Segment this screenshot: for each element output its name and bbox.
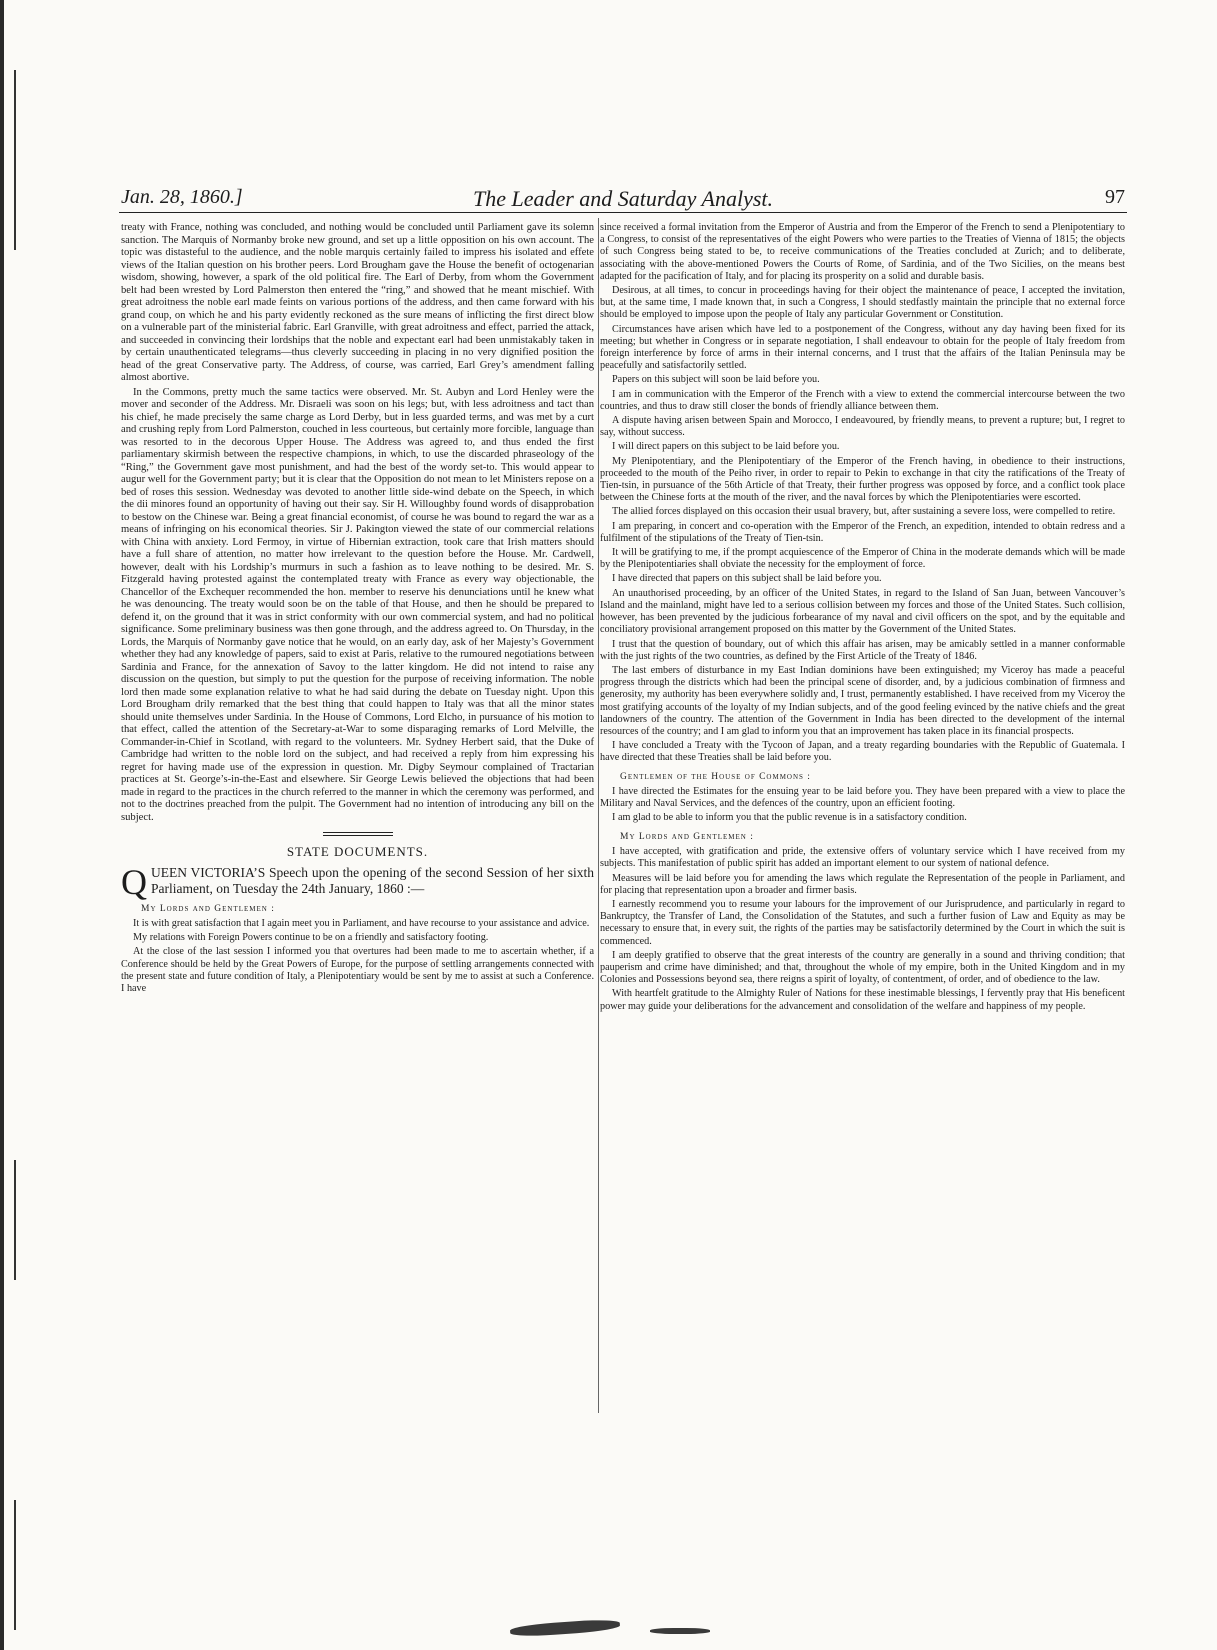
speech-paragraph: I trust that the question of boundary, out of which this affair has arisen, may be amicably settled in a manner conformable with the just rights of the two countries, as defined by the First Article of the Treaty of 1846. — [600, 638, 1125, 662]
speech-paragraph: I have accepted, with gratification and pride, the extensive offers of voluntary service which I have received from my subjects. This manifestation of public spirit has added an important element to our system of national defence. — [600, 846, 1125, 870]
speech-paragraph: I have directed the Estimates for the ensuing year to be laid before you. They have been prepared with a view to place the Military and Naval Services, and the defences of the country, upon an efficient footing. — [600, 786, 1125, 810]
article-paragraph: In the Commons, pretty much the same tactics were observed. Mr. St. Aubyn and Lord Henley were the mover and seconder of the Address. Mr. Disraeli was soon on his legs; but, with less adroitness and tact than his chief, he made precisely the same charge as Lord Derby, but in less guarded terms, and was met by a curt and crushing reply from Lord Palmerston, couched in less courteous, but certainly more forcible, language than was resorted to in the decorous Upper House. The Address was agreed to, and thus ended the first parliamentary skirmish between the respective champions, in which, to use the discarded phraseology of the “Ring,” the Government gave most punishment, and had the best of the wordy set-to. This would appear to augur well for the Government party; but it is clear that the Opposition do not mean to let Ministers repose on a bed of roses this session. Wednesday was devoted to another little side-wind debate on the Speech, in which the dii minores found an opportunity of having out their say. Sir H. Willoughby found words of disapprobation to bestow on the Chinese war. Being a great financial economist, of course he was bound to regard the war as a means of infringing on his economical theories. Sir J. Pakington viewed the state of our commercial relations with China with anxiety. Lord Fermoy, in virtue of Hibernian extraction, took care that Irish matters should have a full share of attention, no matter how irrelevant to the question before the House. Mr. Cardwell, however, dealt with his Lordship’s murmurs in such a fashion as to leave nothing to be desired. Mr. S. Fitzgerald having protested against the contemplated treaty with France as every way objectionable, the Chancellor of the Exchequer recommended the hon. member to reserve his denunciations until he knew what he was denouncing. The treaty would soon be on the table of that House, and then he should be prepared to defend it, on the ground that it was in strict conformity with our own commercial system, and had no political significance. Some preliminary business was then gone through, and the address agreed to. On Thursday, in the Lords, the Marquis of Normanby gave notice that he would, on an early day, ask of her Majesty’s Government whether they had any knowledge of papers, said to exist at Paris, relative to the rumoured negotiations between Sardinia and France, for the annexation of Savoy to the latter kingdom. He did not intend to raise any discussion on the question, but simply to put the question for the purpose of receiving information. The noble lord then made some explanation relative to what he had said during the debate on Tuesday night. Upon this Lord Brougham drily remarked that the best thing that could happen to Italy was that all the minor states should unite themselves under Sardinia. In the House of Commons, Lord Elcho, in pursuance of his motion to that effect, called the attention of the Secretary-at-War to some disparaging remarks of Lord Melville, the Commander-in-Chief in Scotland, with regard to the volunteers. Mr. Sydney Herbert said, that the Duke of Cambridge had written to the noble lord on the subject, and had received a reply from him expressing his regret for having made use of the expression in question. Mr. Digby Seymour complained of Tractarian practices at St. George’s-in-the-East and elsewhere. Sir George Lewis believed the objections that had been made in regard to the practices in the church referred to the manner in which the ceremony was performed, and not to the doctrines preached from the pulpit. The Government had no intention of introducing any bill on the subject. — [121, 386, 594, 823]
speech-paragraph: Papers on this subject will soon be laid before you. — [612, 374, 820, 386]
speech-paragraph: The allied forces displayed on this occasion their usual bravery, but, after sustaining a severe loss, were compelled to retire. — [612, 506, 1116, 518]
scan-edge-shadow — [0, 0, 4, 1650]
speech-paragraph: I will direct papers on this subject to be laid before you. — [612, 441, 840, 453]
section-title: STATE DOCUMENTS. — [286, 844, 429, 859]
speech-paragraph: Desirous, at all times, to concur in proceedings having for their object the maintenance of peace, I accepted the invitation, but, at the same time, I made known that, in such a Congress, I should stedfastly maintain the principle that no external force should be employed to impose upon the people of Italy any particular Government or Constitution. — [600, 285, 1125, 321]
column-divider — [598, 218, 599, 1413]
speech-paragraph: since received a formal invitation from the Emperor of Austria and from the Emperor of the French to send a Plenipotentiary to a Congress, to consist of the representatives of the eight Powers who were parties to the Treaties of Vienna of 1815; the objects of such Congress being stated to be, to receive communications of the Treaties concluded at Zurich; and to deliberate, associating with the above-mentioned Powers the Courts of Rome, of Sardinia, and of the Two Sicilies, on the means best adapted for the pacification of Italy, and for placing its prosperity on a solid and durable basis. — [600, 222, 1125, 282]
right-column — [600, 222, 1125, 1015]
drop-cap: Q — [121, 861, 147, 902]
speech-paragraph: It is with great satisfaction that I again meet you in Parliament, and have recourse to your assistance and advice. — [133, 918, 590, 929]
page-number: 97 — [1105, 186, 1125, 208]
speech-body — [121, 918, 594, 995]
speech-address-lords: My Lords and Gentlemen : — [620, 831, 754, 842]
speech-paragraph: An unauthorised proceeding, by an officer of the United States, in regard to the Island of San Juan, between Vancouver’s Island and the mainland, might have led to a serious collision between my forces and those of the United States. Such collision, however, has been prevented by the judicious forbearance of my naval and civil officers on the spot, and by the equitable and conciliatory provisional arrangement proposed on this matter by the Government of the United States. — [600, 587, 1125, 636]
scan-smudge — [510, 1618, 621, 1638]
speech-paragraph: My relations with Foreign Powers continue to be on a friendly and satisfactory footing. — [133, 932, 489, 944]
header-date: Jan. 28, 1860.] — [121, 186, 243, 208]
speech-address: My Lords and Gentlemen : — [141, 903, 275, 914]
header-rule — [119, 212, 1127, 213]
speech-paragraph: I earnestly recommend you to resume your labours for the improvement of our Jurisprudence, and particularly in regard to Bankruptcy, the Transfer of Land, the Consolidation of the Statutes, and such a further fusion of Law and Equity as may be necessary to ensure that, in every suit, the rights of the parties may be satisfactorily determined by the Court in which the suit is commenced. — [600, 898, 1125, 947]
speech-paragraph: I am glad to be able to inform you that the public revenue is in a satisfactory condition. — [612, 812, 967, 824]
scan-smudge — [650, 1628, 710, 1634]
speech-paragraph: Measures will be laid before you for amending the laws which regulate the Representation of the people in Parliament, and for placing that representation upon a broader and firmer basis. — [600, 872, 1125, 896]
speech-paragraph: It will be gratifying to me, if the prompt acquiescence of the Emperor of China in the moderate demands which will be made by the Plenipotentiaries shall obviate the necessity for the employment of force. — [600, 547, 1125, 571]
speech-lead-text: UEEN VICTORIA’S Speech upon the opening of the second Session of her sixth Parliament, on Tuesday the 24th January, 1860 :— — [151, 864, 594, 896]
speech-address-commons: Gentlemen of the House of Commons : — [620, 771, 811, 782]
speech-paragraph: At the close of the last session I informed you that overtures had been made to me to ascertain whether, if a Conference should be held by the Great Powers of Europe, for the purpose of settling arrangements connected with the present state and future condition of Italy, a Plenipotentiary would be sent by me to assist at such a Conference. I have — [121, 946, 594, 995]
speech-paragraph: I am in communication with the Emperor of the French with a view to extend the commercial intercourse between the two countries, and thus to draw still closer the bonds of friendly alliance between them. — [600, 388, 1125, 412]
speech-paragraph: I have concluded a Treaty with the Tycoon of Japan, and a treaty regarding boundaries with the Republic of Guatemala. I have directed that these Treaties shall be laid before you. — [600, 740, 1125, 764]
speech-paragraph: I have directed that papers on this subject shall be laid before you. — [612, 573, 882, 585]
article-paragraph: treaty with France, nothing was concluded, and nothing would be concluded until Parliament gave its solemn sanction. The Marquis of Normanby broke new ground, and set up a little opposition on his own account. The topic was distasteful to the audience, and the noble marquis certainly failed to impress his isolated and effete views of the Italian question on his brother peers. Lord Brougham gave the House the benefit of octogenarian wisdom, showing, however, a spark of the old political fire. The Earl of Derby, from whom the Government belt had been wrested by Lord Palmerston then entered the “ring,” and showed that he meant mischief. With great adroitness the noble earl made feints on various portions of the address, and then came forward with his grand coup, on which he and his party evidently reckoned as the sure means of inflicting the first direct blow on a vulnerable part of the ministerial fabric. Earl Granville, with great adroitness and effect, parried the attack, and succeeded in convincing their lordships that the noble and expectant earl had been unmistakably taken in by certain unauthenticated telegrams—thus cleverly succeeding in placing in no very dignified position the head of the great Conservative party. The Address, of course, was carried, Earl Grey’s amendment falling almost abortive. — [121, 222, 594, 383]
page-header — [121, 186, 1125, 212]
speech-paragraph: I am preparing, in concert and co-operation with the Emperor of the French, an expedition, intended to obtain redress and a fulfilment of the stipulations of the Treaty of Tien-tsin. — [600, 520, 1125, 544]
left-column — [121, 222, 594, 997]
scan-edge-mark — [14, 1500, 16, 1630]
scan-edge-mark — [14, 1160, 16, 1280]
speech-paragraph: The last embers of disturbance in my East Indian dominions have been extinguished; my Viceroy has made a peaceful progress through the districts which had been the principal scene of disorder, and, by a judicious combination of firmness and generosity, my authority has been everywhere solidly and, I trust, permanently established. I have received from my Viceroy the most gratifying accounts of the loyalty of my Indian subjects, and of the good feeling evinced by the native chiefs and the great landowners of the country. The attention of the Government in India has been directed to the development of the internal resources of the country; and I am glad to inform you that an improvement has taken place in its financial prospects. — [600, 664, 1125, 737]
speech-paragraph: A dispute having arisen between Spain and Morocco, I endeavoured, by friendly means, to prevent a rupture; but, I regret to say, without success. — [600, 415, 1125, 439]
speech-lead — [121, 861, 594, 902]
section-divider — [323, 832, 393, 836]
speech-paragraph: I am deeply gratified to observe that the great interests of the country are generally in a sound and thriving condition; that pauperism and crime have diminished; and that, throughout the whole of my empire, both in the United Kingdom and in my Colonies and Possessions beyond sea, there reigns a spirit of loyalty, of contentment, of order, and of obedience to the law. — [600, 949, 1125, 986]
speech-paragraph: Circumstances have arisen which have led to a postponement of the Congress, without any day having been fixed for its meeting; but whether in Congress or in separate negotiation, I shall endeavour to obtain for the people of Italy freedom from foreign interference by force of arms in their internal concerns, and I trust that the affairs of the Italian Peninsula may be peacefully and satisfactorily settled. — [600, 323, 1125, 372]
header-title: The Leader and Saturday Analyst. — [472, 186, 774, 211]
speech-paragraph: My Plenipotentiary, and the Plenipotentiary of the Emperor of the French having, in obedience to their instructions, proceeded to the mouth of the Peiho river, in order to repair to Pekin to exchange in that city the ratifications of the Treaty of Tien-tsin, in pursuance of the 56th Article of that Treaty, their further progress was opposed by force, and a conflict took place between the Chinese forts at the mouth of the river, and the naval forces by which the Plenipotentiaries were escorted. — [600, 455, 1125, 504]
speech-paragraph: With heartfelt gratitude to the Almighty Ruler of Nations for these inestimable blessings, I fervently pray that His beneficent power may guide your deliberations for the advancement and consolidation of the welfare and happiness of my people. — [600, 988, 1125, 1012]
scan-edge-mark — [14, 70, 16, 250]
